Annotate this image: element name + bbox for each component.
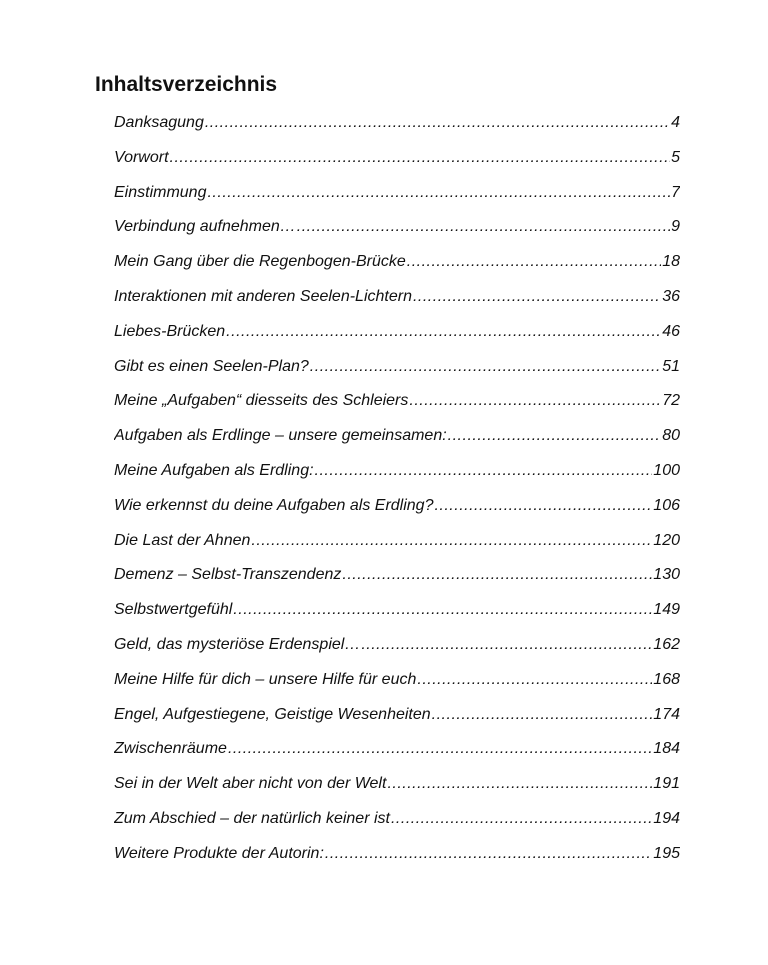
toc-entry[interactable] (114, 355, 680, 390)
toc-page-number: 120 (653, 531, 680, 549)
toc-entry-title: Interaktionen mit anderen Seelen-Lichtern (114, 287, 412, 305)
toc-dot-leader (432, 703, 653, 727)
toc-entry-title: Engel, Aufgestiegene, Geistige Wesenheiten (114, 705, 431, 723)
toc-entry-title: Wie erkennst du deine Aufgaben als Erdling? (114, 496, 434, 514)
toc-entry-title: Gibt es einen Seelen-Plan? (114, 357, 309, 375)
toc-dot-leader (434, 494, 652, 518)
toc-page-number: 184 (653, 740, 680, 758)
toc-entry[interactable] (114, 181, 680, 216)
toc-entry[interactable] (114, 737, 680, 772)
toc-dot-leader (448, 424, 662, 448)
toc-entry-title: Sei in der Welt aber nicht von der Welt (114, 775, 387, 793)
toc-dot-leader (233, 598, 652, 622)
toc-entry[interactable] (114, 563, 680, 598)
toc-entry[interactable] (114, 111, 680, 146)
toc-entry-title: Verbindung aufnehmen… (114, 218, 296, 236)
toc-page-number: 80 (662, 427, 680, 445)
toc-entry[interactable] (114, 285, 680, 320)
toc-dot-leader (342, 563, 652, 587)
toc-entry-title: Meine Hilfe für dich – unsere Hilfe für euch (114, 670, 417, 688)
toc-entry-title: Die Last der Ahnen (114, 531, 251, 549)
toc-page-number: 174 (653, 705, 680, 723)
toc-entry-title: Vorwort (114, 148, 169, 166)
toc-dot-leader (228, 737, 652, 761)
toc-page-number: 162 (653, 635, 680, 653)
toc-entry[interactable] (114, 215, 680, 250)
toc-page-number: 46 (662, 322, 680, 340)
toc-page-number: 7 (671, 183, 680, 201)
toc-heading: Inhaltsverzeichnis (95, 73, 278, 96)
toc-dot-leader (417, 668, 652, 692)
toc-page-number: 51 (662, 357, 680, 375)
toc-entry[interactable] (114, 842, 680, 877)
toc-dot-leader (207, 181, 670, 205)
toc-entry[interactable] (114, 424, 680, 459)
toc-entry-title: Liebes-Brücken (114, 322, 226, 340)
toc-entry-title: Aufgaben als Erdlinge – unsere gemeinsamen: (114, 427, 447, 445)
toc-entry[interactable] (114, 772, 680, 807)
toc-entry-title: Danksagung (114, 114, 204, 131)
toc-dot-leader (325, 842, 652, 866)
toc-entry-title: Weitere Produkte der Autorin: (114, 844, 324, 862)
toc-entry[interactable] (114, 633, 680, 668)
toc-list (114, 111, 680, 877)
toc-entry[interactable] (114, 807, 680, 842)
toc-page-number: 195 (653, 844, 680, 862)
toc-entry[interactable] (114, 250, 680, 285)
toc-page-number: 18 (662, 253, 680, 271)
toc-page-number: 36 (662, 287, 680, 305)
toc-entry[interactable] (114, 389, 680, 424)
toc-dot-leader (205, 111, 670, 135)
toc-page-number: 106 (653, 496, 680, 514)
toc-page-number: 149 (653, 601, 680, 619)
toc-entry-title: Demenz – Selbst-Transzendenz (114, 566, 342, 584)
toc-dot-leader (170, 146, 671, 170)
toc-entry-title: Meine Aufgaben als Erdling: (114, 461, 314, 479)
toc-entry-title: Meine „Aufgaben“ diesseits des Schleiers (114, 392, 409, 410)
toc-page-number: 4 (671, 114, 680, 131)
toc-dot-leader (387, 772, 652, 796)
toc-entry-title: Geld, das mysteriöse Erdenspiel… (114, 635, 361, 653)
toc-entry[interactable] (114, 703, 680, 738)
toc-page-number: 194 (653, 809, 680, 827)
toc-page-number: 100 (653, 461, 680, 479)
toc-entry[interactable] (114, 459, 680, 494)
toc-entry-title: Einstimmung (114, 183, 207, 201)
toc-page-number: 72 (662, 392, 680, 410)
toc-entry[interactable] (114, 494, 680, 529)
toc-dot-leader (409, 389, 661, 413)
toc-dot-leader (310, 355, 661, 379)
toc-dot-leader (391, 807, 652, 831)
toc-page-number: 5 (671, 148, 680, 166)
toc-entry[interactable] (114, 320, 680, 355)
toc-entry[interactable] (114, 668, 680, 703)
toc-entry-title: Selbstwertgefühl (114, 601, 233, 619)
toc-page-number: 9 (671, 218, 680, 236)
toc-dot-leader (297, 215, 670, 239)
toc-page-number: 168 (653, 670, 680, 688)
toc-entry[interactable] (114, 529, 680, 564)
toc-page-number: 130 (653, 566, 680, 584)
toc-entry[interactable] (114, 598, 680, 633)
toc-dot-leader (315, 459, 653, 483)
toc-entry-title: Mein Gang über die Regenbogen-Brücke (114, 253, 406, 271)
toc-page-number: 191 (653, 775, 680, 793)
toc-dot-leader (413, 285, 661, 309)
toc-entry-title: Zwischenräume (114, 740, 227, 758)
toc-entry-title: Zum Abschied – der natürlich keiner ist (114, 809, 390, 827)
toc-dot-leader (251, 529, 652, 553)
toc-entry[interactable] (114, 146, 680, 181)
toc-dot-leader (407, 250, 661, 274)
toc-dot-leader (361, 633, 652, 657)
toc-dot-leader (226, 320, 661, 344)
